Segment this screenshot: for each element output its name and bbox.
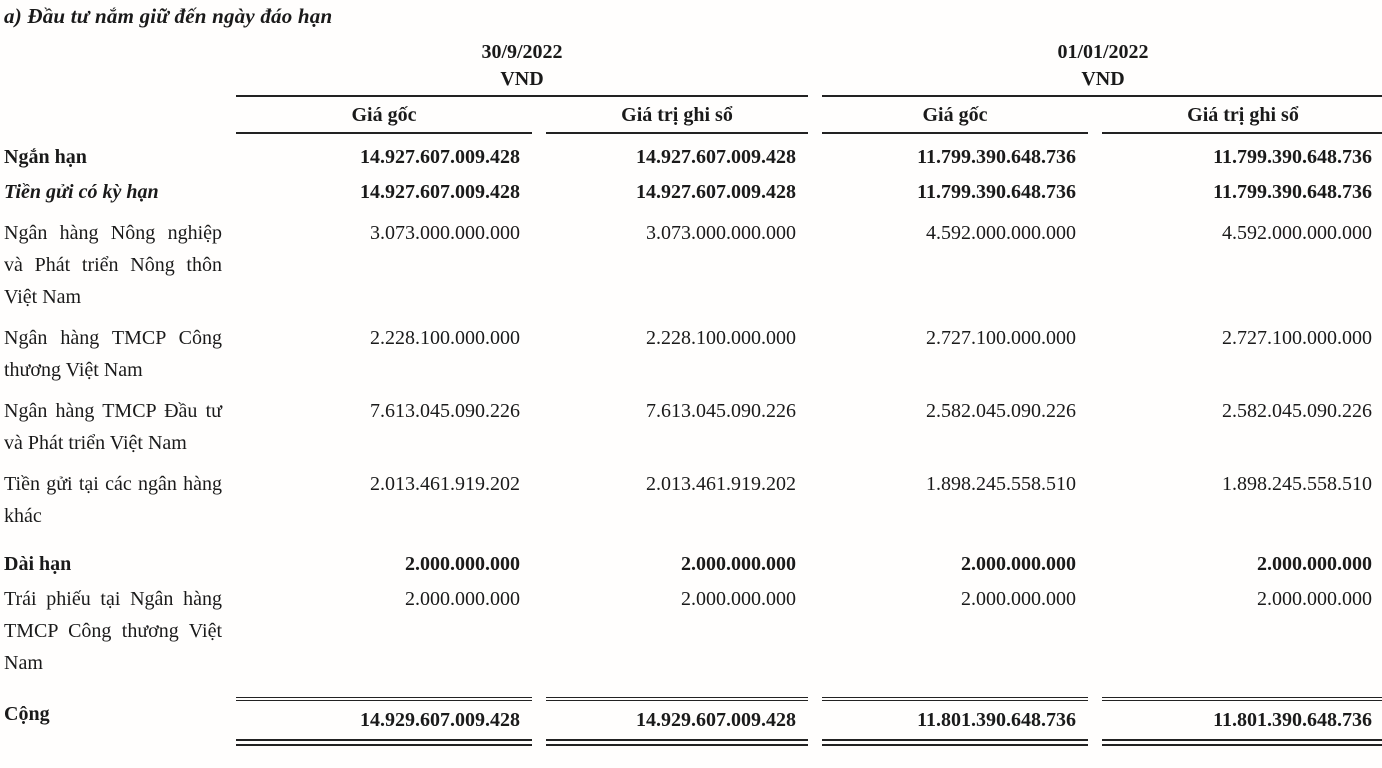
total-value: 11.801.390.648.736 — [1102, 697, 1382, 746]
cell-value: 11.799.390.648.736 — [1213, 146, 1372, 168]
table-header-dates — [2, 39, 1382, 66]
total-value: 14.929.607.009.428 — [546, 697, 808, 746]
cell-value: 2.582.045.090.226 — [1222, 400, 1372, 422]
column-header-cost-1: Giá gốc — [236, 99, 532, 134]
row-label: Ngắn hạn — [4, 146, 87, 168]
cell-value: 2.013.461.919.202 — [646, 473, 796, 495]
cell-value: 2.000.000.000 — [681, 553, 796, 575]
date-header-group1: 30/9/2022 — [481, 41, 563, 63]
cell-value: 2.582.045.090.226 — [926, 400, 1076, 422]
currency-header-group1: VND — [236, 66, 808, 97]
cell-value: 2.013.461.919.202 — [370, 473, 520, 495]
table-row-vietinbank — [2, 322, 1382, 386]
cell-value: 7.613.045.090.226 — [370, 400, 520, 422]
table-row-other-banks — [2, 468, 1382, 532]
table-row-long-term — [2, 548, 1382, 580]
table-body — [2, 141, 1382, 746]
cell-value: 2.727.100.000.000 — [1222, 327, 1372, 349]
table-row-total — [2, 697, 1382, 746]
cell-value: 2.000.000.000 — [405, 588, 520, 610]
cell-value: 2.000.000.000 — [405, 553, 520, 575]
cell-value: 1.898.245.558.510 — [1222, 473, 1372, 495]
cell-value: 2.228.100.000.000 — [646, 327, 796, 349]
cell-value: 14.927.607.009.428 — [360, 181, 520, 203]
cell-value: 3.073.000.000.000 — [370, 222, 520, 244]
cell-value: 2.000.000.000 — [1257, 588, 1372, 610]
cell-value: 2.000.000.000 — [961, 588, 1076, 610]
table-header-currency — [2, 66, 1382, 97]
section-title: a) Đầu tư nắm giữ đến ngày đáo hạn — [4, 4, 333, 28]
row-label: Ngân hàng Nông nghiệp và Phát triển Nông thôn Việt Nam — [4, 222, 222, 308]
cell-value: 3.073.000.000.000 — [646, 222, 796, 244]
table-row-bonds — [2, 583, 1382, 679]
currency-header-group2: VND — [822, 66, 1382, 97]
row-label: Dài hạn — [4, 553, 72, 575]
row-label: Tiền gửi có kỳ hạn — [4, 181, 159, 203]
cell-value: 11.799.390.648.736 — [1213, 181, 1372, 203]
column-header-carrying-2: Giá trị ghi sổ — [1102, 99, 1382, 134]
table-row-short-term — [2, 141, 1382, 173]
total-label: Cộng — [4, 703, 50, 725]
total-value: 14.929.607.009.428 — [236, 697, 532, 746]
cell-value: 4.592.000.000.000 — [926, 222, 1076, 244]
cell-value: 11.799.390.648.736 — [917, 181, 1076, 203]
cell-value: 2.000.000.000 — [1257, 553, 1372, 575]
table-header-columns — [2, 97, 1382, 134]
row-label: Ngân hàng TMCP Công thương Việt Nam — [4, 327, 222, 381]
cell-value: 14.927.607.009.428 — [636, 146, 796, 168]
row-label: Ngân hàng TMCP Đầu tư và Phát triển Việt Nam — [4, 400, 222, 454]
cell-value: 1.898.245.558.510 — [926, 473, 1076, 495]
cell-value: 2.727.100.000.000 — [926, 327, 1076, 349]
table-row-bidv — [2, 395, 1382, 459]
cell-value: 2.228.100.000.000 — [370, 327, 520, 349]
total-value: 11.801.390.648.736 — [822, 697, 1088, 746]
cell-value: 4.592.000.000.000 — [1222, 222, 1372, 244]
row-label: Trái phiếu tại Ngân hàng TMCP Công thương Việt Nam — [4, 588, 222, 674]
cell-value: 2.000.000.000 — [961, 553, 1076, 575]
table-row-agribank — [2, 217, 1382, 313]
cell-value: 7.613.045.090.226 — [646, 400, 796, 422]
cell-value: 2.000.000.000 — [681, 588, 796, 610]
date-header-group2: 01/01/2022 — [1057, 41, 1149, 63]
column-header-carrying-1: Giá trị ghi sổ — [546, 99, 808, 134]
column-header-cost-2: Giá gốc — [822, 99, 1088, 134]
cell-value: 14.927.607.009.428 — [636, 181, 796, 203]
cell-value: 11.799.390.648.736 — [917, 146, 1076, 168]
cell-value: 14.927.607.009.428 — [360, 146, 520, 168]
table-row-term-deposits — [2, 176, 1382, 208]
row-label: Tiền gửi tại các ngân hàng khác — [4, 473, 222, 527]
